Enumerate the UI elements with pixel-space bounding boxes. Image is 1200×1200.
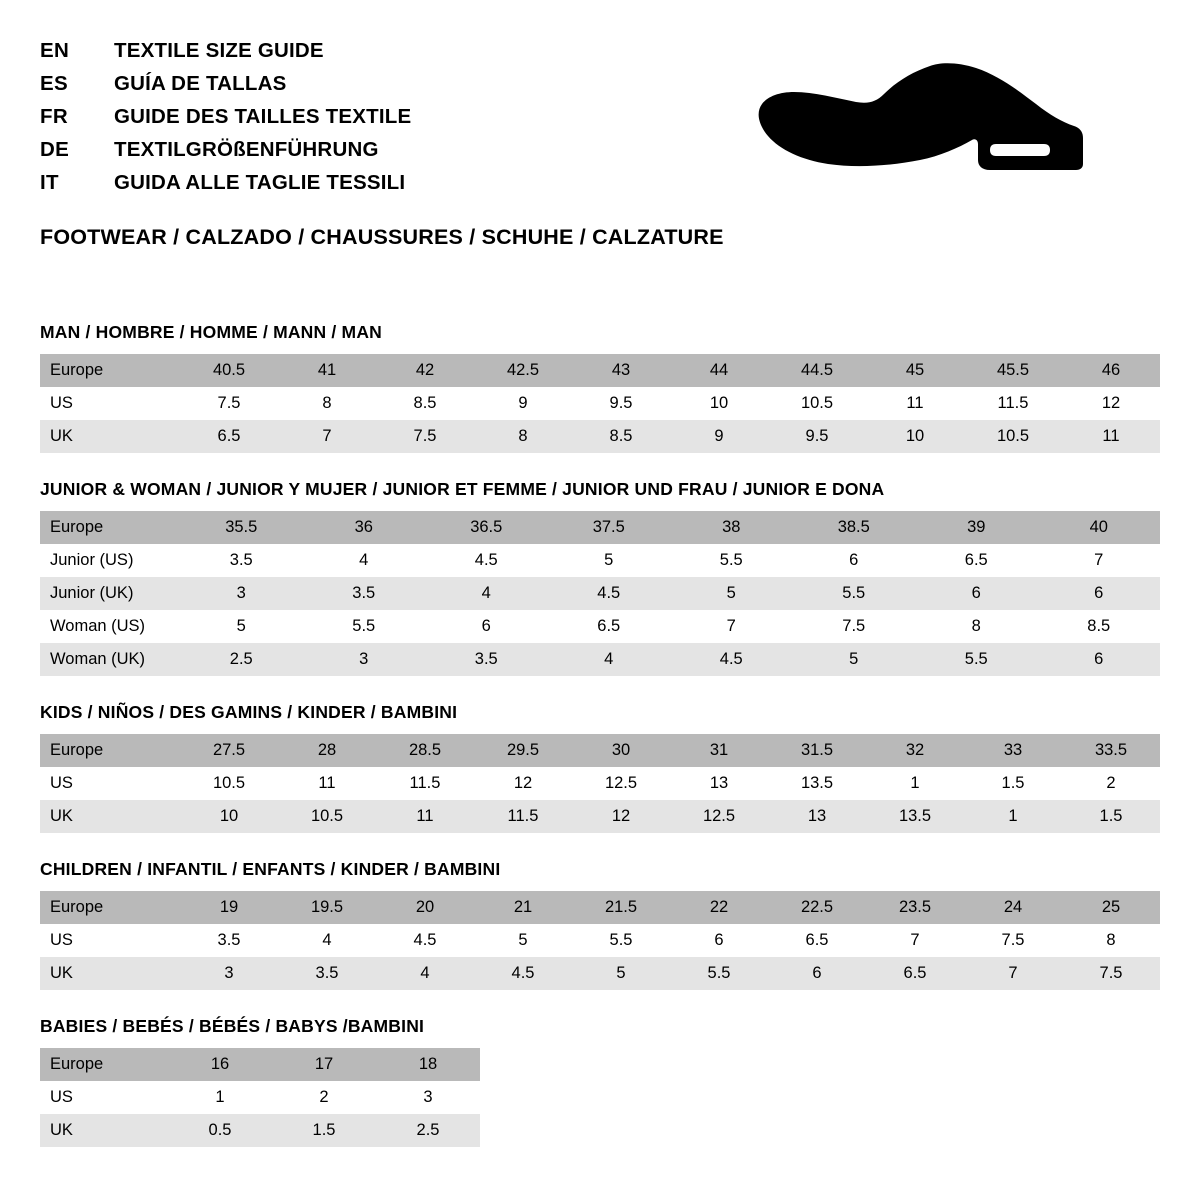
cell: 7.5 [180, 387, 278, 420]
cell: 8.5 [1038, 610, 1161, 643]
row-label: US [40, 924, 180, 957]
cell: 8 [278, 387, 376, 420]
cell: 44 [670, 354, 768, 387]
cell: 5 [548, 544, 671, 577]
language-title-list [40, 34, 411, 199]
cell: 7 [278, 420, 376, 453]
cell: 5.5 [670, 957, 768, 990]
cell: 7.5 [964, 924, 1062, 957]
cell: 6 [768, 957, 866, 990]
cell: 3.5 [303, 577, 426, 610]
cell: 6.5 [548, 610, 671, 643]
section-title: CHILDREN / INFANTIL / ENFANTS / KINDER / BAMBINI [40, 859, 501, 879]
table-row [40, 734, 1160, 767]
cell: 3 [180, 577, 303, 610]
cell: 40.5 [180, 354, 278, 387]
size-table-babies [40, 1048, 480, 1147]
cell: 9 [670, 420, 768, 453]
cell: 40 [1038, 511, 1161, 544]
table-row [40, 1081, 480, 1114]
cell: 19.5 [278, 891, 376, 924]
cell: 23.5 [866, 891, 964, 924]
cell: 3.5 [425, 643, 548, 676]
cell: 31.5 [768, 734, 866, 767]
cell: 5.5 [670, 544, 793, 577]
language-title: TEXTILGRÖßENFÜHRUNG [114, 138, 379, 161]
cell: 3 [303, 643, 426, 676]
cell: 4.5 [376, 924, 474, 957]
language-row [40, 34, 411, 67]
cell: 33 [964, 734, 1062, 767]
cell: 28 [278, 734, 376, 767]
row-label: Europe [40, 1048, 168, 1081]
table-row [40, 924, 1160, 957]
cell: 10 [670, 387, 768, 420]
cell: 5.5 [915, 643, 1038, 676]
cell: 2.5 [376, 1114, 480, 1147]
table-row [40, 891, 1160, 924]
cell: 12.5 [670, 800, 768, 833]
cell: 38 [670, 511, 793, 544]
cell: 6 [670, 924, 768, 957]
cell: 1 [168, 1081, 272, 1114]
language-code: EN [40, 39, 70, 62]
cell: 20 [376, 891, 474, 924]
language-title: TEXTILE SIZE GUIDE [114, 39, 324, 62]
cell: 39 [915, 511, 1038, 544]
row-label: US [40, 1081, 168, 1114]
cell: 22.5 [768, 891, 866, 924]
table-row [40, 1048, 480, 1081]
cell: 7 [866, 924, 964, 957]
table-row [40, 643, 1160, 676]
section-junior-woman [40, 479, 1160, 676]
row-label: Europe [40, 511, 180, 544]
row-label: UK [40, 957, 180, 990]
cell: 10 [866, 420, 964, 453]
cell: 8 [1062, 924, 1160, 957]
cell: 8.5 [376, 387, 474, 420]
cell: 7 [1038, 544, 1161, 577]
row-label: Junior (UK) [40, 577, 180, 610]
cell: 1 [964, 800, 1062, 833]
category-title: FOOTWEAR / CALZADO / CHAUSSURES / SCHUHE / CALZATURE [40, 225, 724, 249]
cell: 35.5 [180, 511, 303, 544]
row-label: US [40, 767, 180, 800]
cell: 3.5 [278, 957, 376, 990]
cell: 5.5 [572, 924, 670, 957]
cell: 6 [793, 544, 916, 577]
row-label: Woman (US) [40, 610, 180, 643]
cell: 46 [1062, 354, 1160, 387]
language-row [40, 100, 411, 133]
cell: 28.5 [376, 734, 474, 767]
cell: 4 [303, 544, 426, 577]
cell: 13 [670, 767, 768, 800]
cell: 11.5 [964, 387, 1062, 420]
dress-shoe-icon [744, 60, 1114, 180]
cell: 9.5 [768, 420, 866, 453]
cell: 25 [1062, 891, 1160, 924]
section-children [40, 859, 1160, 990]
language-code: ES [40, 72, 68, 95]
cell: 5 [474, 924, 572, 957]
language-row [40, 133, 411, 166]
table-row [40, 610, 1160, 643]
cell: 10 [180, 800, 278, 833]
section-title: MAN / HOMBRE / HOMME / MANN / MAN [40, 322, 382, 342]
cell: 8 [474, 420, 572, 453]
size-table-man [40, 354, 1160, 453]
cell: 0.5 [168, 1114, 272, 1147]
section-babies [40, 1016, 1160, 1147]
cell: 13.5 [866, 800, 964, 833]
cell: 7.5 [376, 420, 474, 453]
cell: 36.5 [425, 511, 548, 544]
section-kids [40, 702, 1160, 833]
cell: 10.5 [964, 420, 1062, 453]
cell: 11 [866, 387, 964, 420]
cell: 30 [572, 734, 670, 767]
cell: 6 [915, 577, 1038, 610]
row-label: Junior (US) [40, 544, 180, 577]
cell: 5 [572, 957, 670, 990]
cell: 3 [180, 957, 278, 990]
row-label: UK [40, 800, 180, 833]
cell: 12 [572, 800, 670, 833]
cell: 32 [866, 734, 964, 767]
cell: 7.5 [1062, 957, 1160, 990]
table-row [40, 1114, 480, 1147]
language-code: FR [40, 105, 68, 128]
cell: 10.5 [278, 800, 376, 833]
table-row [40, 577, 1160, 610]
cell: 45 [866, 354, 964, 387]
cell: 6.5 [768, 924, 866, 957]
page-header [40, 34, 1160, 199]
cell: 18 [376, 1048, 480, 1081]
cell: 1.5 [1062, 800, 1160, 833]
table-row [40, 544, 1160, 577]
language-title: GUÍA DE TALLAS [114, 72, 287, 95]
cell: 4.5 [670, 643, 793, 676]
cell: 6 [1038, 577, 1161, 610]
cell: 12.5 [572, 767, 670, 800]
cell: 19 [180, 891, 278, 924]
cell: 2.5 [180, 643, 303, 676]
section-title: KIDS / NIÑOS / DES GAMINS / KINDER / BAMBINI [40, 702, 458, 722]
cell: 6.5 [915, 544, 1038, 577]
cell: 16 [168, 1048, 272, 1081]
table-row [40, 957, 1160, 990]
size-table-children [40, 891, 1160, 990]
cell: 1.5 [964, 767, 1062, 800]
language-title: GUIDA ALLE TAGLIE TESSILI [114, 171, 406, 194]
cell: 11 [376, 800, 474, 833]
cell: 4 [425, 577, 548, 610]
cell: 8 [915, 610, 1038, 643]
cell: 3 [376, 1081, 480, 1114]
cell: 11.5 [474, 800, 572, 833]
cell: 6.5 [180, 420, 278, 453]
cell: 41 [278, 354, 376, 387]
cell: 5 [793, 643, 916, 676]
cell: 7 [964, 957, 1062, 990]
cell: 44.5 [768, 354, 866, 387]
size-table-junior-woman [40, 511, 1160, 676]
cell: 36 [303, 511, 426, 544]
language-code: DE [40, 138, 70, 161]
cell: 27.5 [180, 734, 278, 767]
cell: 42.5 [474, 354, 572, 387]
language-row [40, 166, 411, 199]
cell: 17 [272, 1048, 376, 1081]
table-row [40, 511, 1160, 544]
cell: 5.5 [303, 610, 426, 643]
size-table-kids [40, 734, 1160, 833]
cell: 4 [376, 957, 474, 990]
cell: 24 [964, 891, 1062, 924]
cell: 12 [474, 767, 572, 800]
cell: 9 [474, 387, 572, 420]
table-row [40, 420, 1160, 453]
cell: 2 [1062, 767, 1160, 800]
cell: 37.5 [548, 511, 671, 544]
row-label: UK [40, 1114, 168, 1147]
row-label: Europe [40, 891, 180, 924]
cell: 7 [670, 610, 793, 643]
row-label: Woman (UK) [40, 643, 180, 676]
row-label: Europe [40, 734, 180, 767]
cell: 21 [474, 891, 572, 924]
cell: 42 [376, 354, 474, 387]
cell: 43 [572, 354, 670, 387]
table-row [40, 354, 1160, 387]
cell: 3.5 [180, 924, 278, 957]
cell: 10.5 [180, 767, 278, 800]
cell: 11 [278, 767, 376, 800]
cell: 4.5 [425, 544, 548, 577]
cell: 8.5 [572, 420, 670, 453]
cell: 6.5 [866, 957, 964, 990]
table-row [40, 800, 1160, 833]
section-title: BABIES / BEBÉS / BÉBÉS / BABYS /BAMBINI [40, 1016, 425, 1036]
cell: 11 [1062, 420, 1160, 453]
cell: 5 [670, 577, 793, 610]
cell: 11.5 [376, 767, 474, 800]
cell: 6 [1038, 643, 1161, 676]
table-row [40, 387, 1160, 420]
language-code: IT [40, 171, 59, 194]
cell: 13.5 [768, 767, 866, 800]
cell: 4.5 [474, 957, 572, 990]
cell: 13 [768, 800, 866, 833]
cell: 7.5 [793, 610, 916, 643]
cell: 6 [425, 610, 548, 643]
cell: 22 [670, 891, 768, 924]
cell: 10.5 [768, 387, 866, 420]
language-title: GUIDE DES TAILLES TEXTILE [114, 105, 412, 128]
cell: 1.5 [272, 1114, 376, 1147]
cell: 33.5 [1062, 734, 1160, 767]
table-row [40, 767, 1160, 800]
cell: 5 [180, 610, 303, 643]
cell: 3.5 [180, 544, 303, 577]
cell: 5.5 [793, 577, 916, 610]
cell: 9.5 [572, 387, 670, 420]
row-label: US [40, 387, 180, 420]
section-man [40, 322, 1160, 453]
cell: 38.5 [793, 511, 916, 544]
cell: 4 [548, 643, 671, 676]
cell: 4 [278, 924, 376, 957]
cell: 45.5 [964, 354, 1062, 387]
cell: 29.5 [474, 734, 572, 767]
section-title: JUNIOR & WOMAN / JUNIOR Y MUJER / JUNIOR ET FEMME / JUNIOR UND FRAU / JUNIOR E DONA [40, 479, 885, 499]
cell: 4.5 [548, 577, 671, 610]
cell: 2 [272, 1081, 376, 1114]
cell: 31 [670, 734, 768, 767]
row-label: UK [40, 420, 180, 453]
cell: 1 [866, 767, 964, 800]
cell: 21.5 [572, 891, 670, 924]
language-row [40, 67, 411, 100]
row-label: Europe [40, 354, 180, 387]
cell: 12 [1062, 387, 1160, 420]
